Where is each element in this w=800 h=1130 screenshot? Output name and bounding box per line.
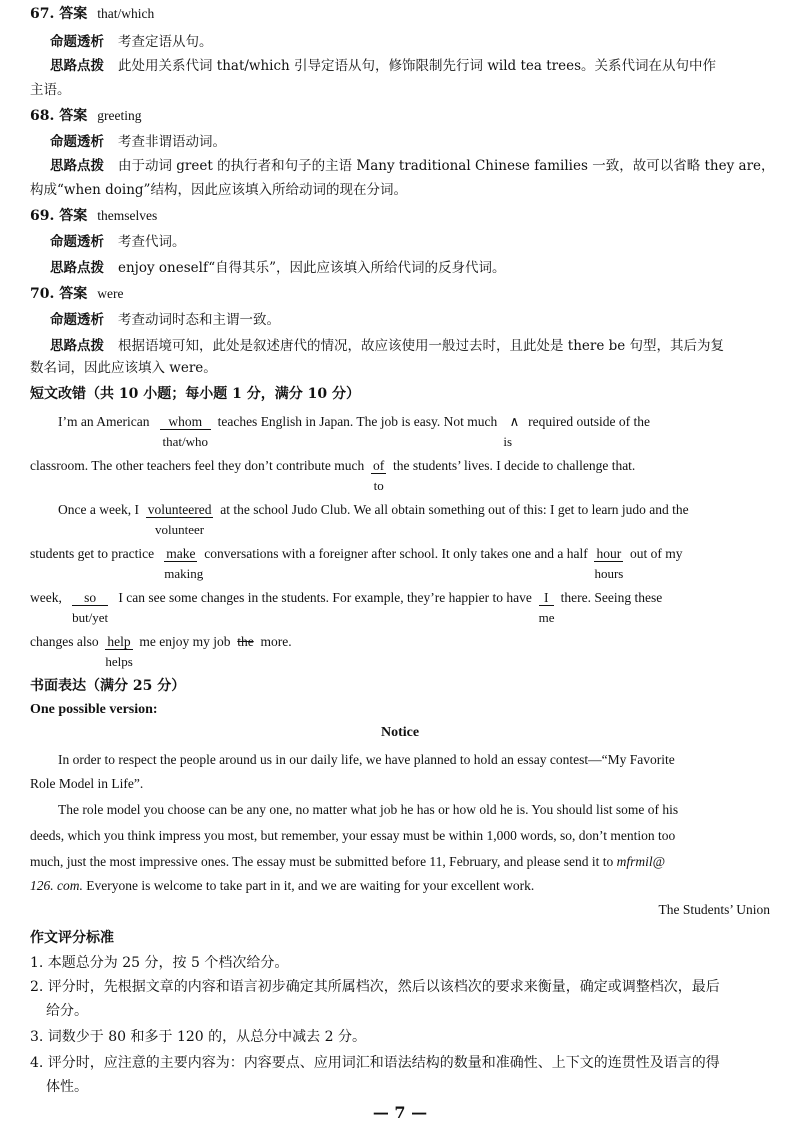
notice-p1-line1: In order to respect the people around us in our daily life, we have planned to hold an essay contest—“My Favorite <box>58 752 675 767</box>
item-70-hint: 思路点拨 根据语境可知，此处是叙述唐代的情况，故应该使用一般过去时，且此处是 there be 句型，其后为复 <box>50 338 725 354</box>
notice-p2-line1: The role model you choose can be any one, no matter what job he has or how old he is. You should list some of his <box>58 802 679 817</box>
correction-4: volunteered volunteer <box>147 502 212 537</box>
correction-line-2: classroom. The other teachers feel they don’t contribute much $\frac{of}{to}$ the students’ lives. I decide to challenge that. <box>30 458 636 493</box>
correction-3: $\frac{of}{to}$ <box>373 458 385 493</box>
correction-line-3: Once a week, I volunteered volunteer at the school Judo Club. We all obtain something out of this: I get to learn judo and the <box>58 502 689 537</box>
item-67-hint: 思路点拨 此处用关系代词 that/which 引导定语从句，修饰限制先行词 wild tea trees。关系代词在从句中作 <box>50 58 717 74</box>
correction-1: whom that/who <box>160 412 211 432</box>
page-number: — 7 — <box>372 1103 428 1122</box>
item-68-analysis: 命题透析 考查非谓语动词。 <box>50 134 226 150</box>
correction-heading: 短文改错（共 10 小题；每小题 1 分，满分 10 分） <box>30 386 360 402</box>
criteria-item-2-cont: 给分。 <box>46 1003 88 1019</box>
correction-10: the <box>237 634 254 649</box>
correction-line-4: students get to practice make making conversations with a foreigner after school. It only takes one and a half hour hours out of my <box>30 546 683 581</box>
item-70-analysis: 命题透析 考查动词时态和主谓一致。 <box>50 312 280 328</box>
item-67-hint-cont: 主语。 <box>30 82 71 98</box>
item-70-answer: 70. 答案 were <box>30 286 124 302</box>
notice-title: Notice <box>380 725 420 740</box>
writing-heading: 书面表达（满分 25 分） <box>30 678 186 694</box>
correction-7: so but/yet <box>72 590 109 625</box>
notice-p2-line2: deeds, which you think impress you most, but remember, your essay must be within 1,000 words, so, don’t mention too <box>30 828 676 843</box>
item-70-hint-cont: 数名词，因此应该填入 were。 <box>30 360 217 376</box>
correction-5: make making <box>164 546 204 581</box>
item-67-analysis: 命题透析 考查定语从句。 <box>50 34 213 50</box>
email-part1: mfrmil@ <box>616 854 666 869</box>
correction-2: ∧ is <box>503 414 520 449</box>
notice-p2-line4: 126. com. Everyone is welcome to take part in it, and we are waiting for your excellent work. <box>30 878 535 893</box>
writing-subheading: One possible version: <box>30 702 158 717</box>
criteria-item-4-cont: 体性。 <box>46 1079 88 1095</box>
item-68-answer: 68. 答案 greeting <box>30 108 142 124</box>
correction-6: hour hours <box>594 546 624 581</box>
correction-8: $\frac{I}{me}$ <box>538 590 555 625</box>
notice-p2-line3: much, just the most impressive ones. The essay must be submitted before 11, February, and please send it to mfrmil@ <box>30 854 666 869</box>
item-68-hint: 思路点拨 由于动词 greet 的执行者和句子的主语 Many traditional Chinese families 一致，故可以省略 they are， <box>50 158 775 174</box>
notice-signature: The Students’ Union <box>658 902 770 917</box>
item-69-hint: 思路点拨 enjoy oneself“自得其乐”，因此应该填入所给代词的反身代词。 <box>50 260 506 276</box>
correction-line-5: week, so but/yet I can see some changes in the students. For example, they’re happier to have $\frac{I}{me}$ there. Seeing these <box>30 590 663 625</box>
criteria-item-3: 3. 词数少于 80 和多于 120 的，从总分中减去 2 分。 <box>30 1029 366 1045</box>
correction-line-1: I’m an American whom that/who teaches English in Japan. The job is easy. Not much ∧ is required outside of the <box>58 414 651 449</box>
correction-9: help helps <box>105 634 133 669</box>
criteria-item-4: 4. 评分时，应注意的主要内容为：内容要点、应用词汇和语法结构的数量和准确性、上下文的连贯性及语言的得 <box>30 1055 720 1071</box>
notice-p1-line2: Role Model in Life”. <box>30 776 144 791</box>
item-69-analysis: 命题透析 考查代词。 <box>50 234 186 250</box>
item-68-hint-cont: 构成“when doing”结构，因此应该填入所给动词的现在分词。 <box>30 182 407 198</box>
criteria-heading: 作文评分标准 <box>30 930 114 946</box>
criteria-item-1: 1. 本题总分为 25 分，按 5 个档次给分。 <box>30 955 289 971</box>
email-part2: 126. com. <box>30 878 83 893</box>
item-69-answer: 69. 答案 themselves <box>30 208 158 224</box>
correction-line-6: changes also help helps me enjoy my job the more. <box>30 634 292 669</box>
item-67-answer: 67. 答案 that/which <box>30 6 155 22</box>
criteria-item-2: 2. 评分时，先根据文章的内容和语言初步确定其所属档次，然后以该档次的要求来衡量，确定或调整档次，最后 <box>30 979 720 995</box>
